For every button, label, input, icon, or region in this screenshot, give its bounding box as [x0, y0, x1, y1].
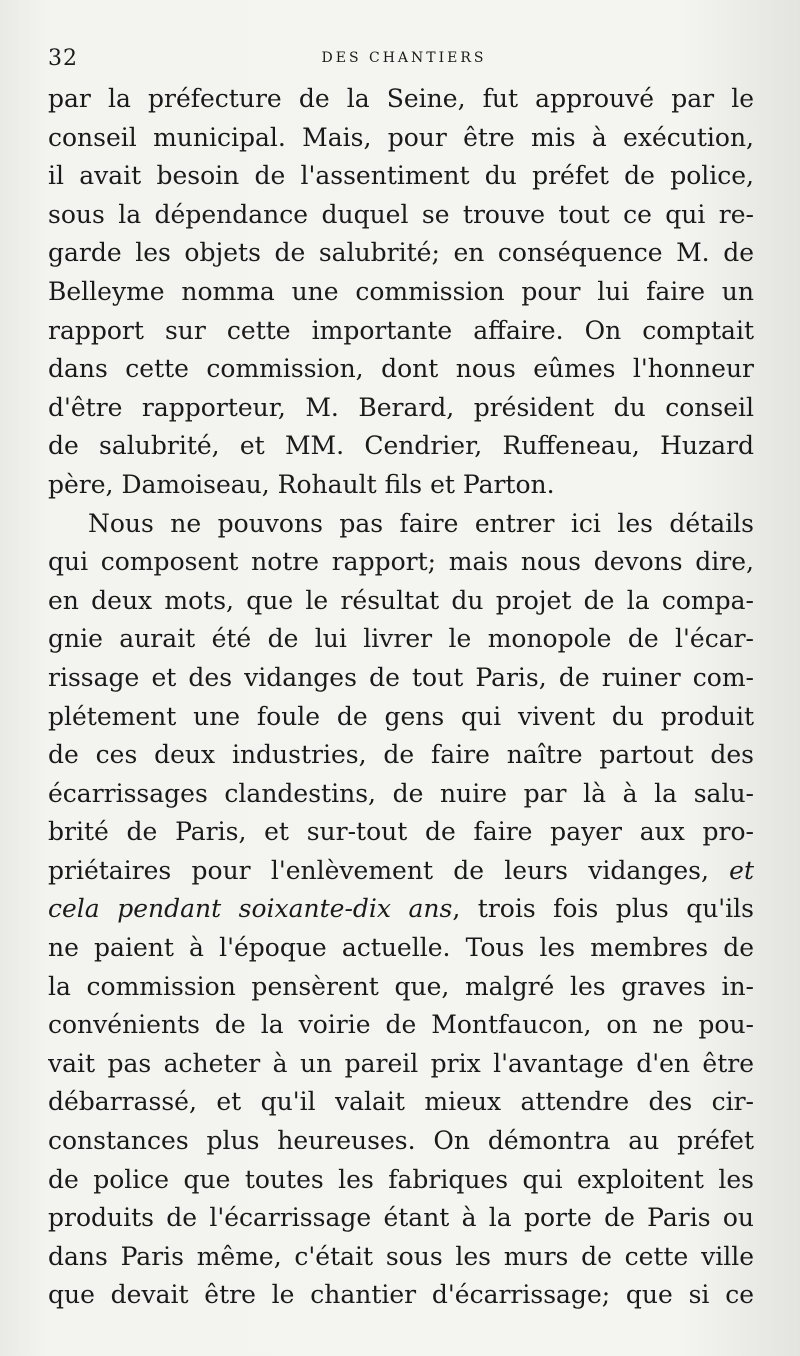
- text-line: qui composent notre rapport; mais nous devons dire,: [48, 547, 754, 577]
- text-line: d'être rapporteur, M. Berard, président du conseil: [48, 392, 754, 422]
- text-segment: , trois fois plus qu'ils: [452, 894, 754, 924]
- text-line: [48, 890, 754, 929]
- text-line: constances plus heureuses. On démontra au préfet: [48, 1126, 754, 1156]
- text-line: il avait besoin de l'assentiment du préfet de police,: [48, 161, 754, 191]
- text-line: dans cette commission, dont nous eûmes l'honneur: [48, 354, 754, 384]
- text-line: rissage et des vidanges de tout Paris, de ruiner com-: [48, 662, 754, 692]
- text-line: Belleyme nomma une commission pour lui faire un: [48, 276, 754, 306]
- text-segment: priétaires pour l'enlèvement de leurs vidanges,: [48, 855, 730, 885]
- text-line: ne paient à l'époque actuelle. Tous les membres de: [48, 933, 754, 963]
- italic-text: et: [729, 855, 754, 885]
- text-line: produits de l'écarrissage étant à la porte de Paris ou: [48, 1203, 754, 1233]
- text-line: par la préfecture de la Seine, fut approuvé par le: [48, 84, 754, 113]
- text-line: dans Paris même, c'était sous les murs de cette ville: [48, 1241, 754, 1271]
- text-line: garde les objets de salubrité; en conséquence M. de: [48, 238, 754, 268]
- text-line: écarrissages clandestins, de nuire par là à la salu-: [48, 778, 754, 808]
- text-line: convénients de la voirie de Montfaucon, on ne pou-: [48, 1010, 754, 1040]
- text-line: de ces deux industries, de faire naître partout des: [48, 740, 754, 770]
- text-line: conseil municipal. Mais, pour être mis à exécution,: [48, 122, 754, 152]
- text-line: de salubrité, et MM. Cendrier, Ruffeneau, Huzard: [48, 431, 754, 461]
- text-line: brité de Paris, et sur-tout de faire payer aux pro-: [48, 817, 754, 847]
- text-line: [48, 852, 754, 891]
- text-line: sous la dépendance duquel se trouve tout ce qui re-: [48, 199, 754, 229]
- text-line: gnie aurait été de lui livrer le monopole de l'écar-: [48, 624, 754, 654]
- paragraph-first-line: Nous ne pouvons pas faire entrer ici les détails: [88, 508, 754, 538]
- page-header: [48, 46, 760, 74]
- italic-text: cela pendant soixante-dix ans: [48, 894, 453, 924]
- body-text: [48, 80, 754, 1315]
- text-line: plétement une foule de gens qui vivent du produit: [48, 701, 754, 731]
- text-line: de police que toutes les fabriques qui exploitent les: [48, 1164, 754, 1194]
- text-line: rapport sur cette importante affaire. On comptait: [48, 315, 754, 345]
- page-number: 32: [48, 46, 78, 71]
- text-line: la commission pensèrent que, malgré les graves in-: [48, 971, 754, 1001]
- text-line: en deux mots, que le résultat du projet de la compa-: [48, 585, 754, 615]
- text-line: père, Damoiseau, Rohault fils et Parton.: [48, 469, 555, 499]
- text-line: débarrassé, et qu'il valait mieux attendre des cir-: [48, 1087, 754, 1117]
- running-head: DES CHANTIERS: [321, 50, 487, 66]
- text-line: vait pas acheter à un pareil prix l'avantage d'en être: [48, 1048, 754, 1078]
- text-line: que devait être le chantier d'écarrissage; que si ce: [48, 1280, 754, 1310]
